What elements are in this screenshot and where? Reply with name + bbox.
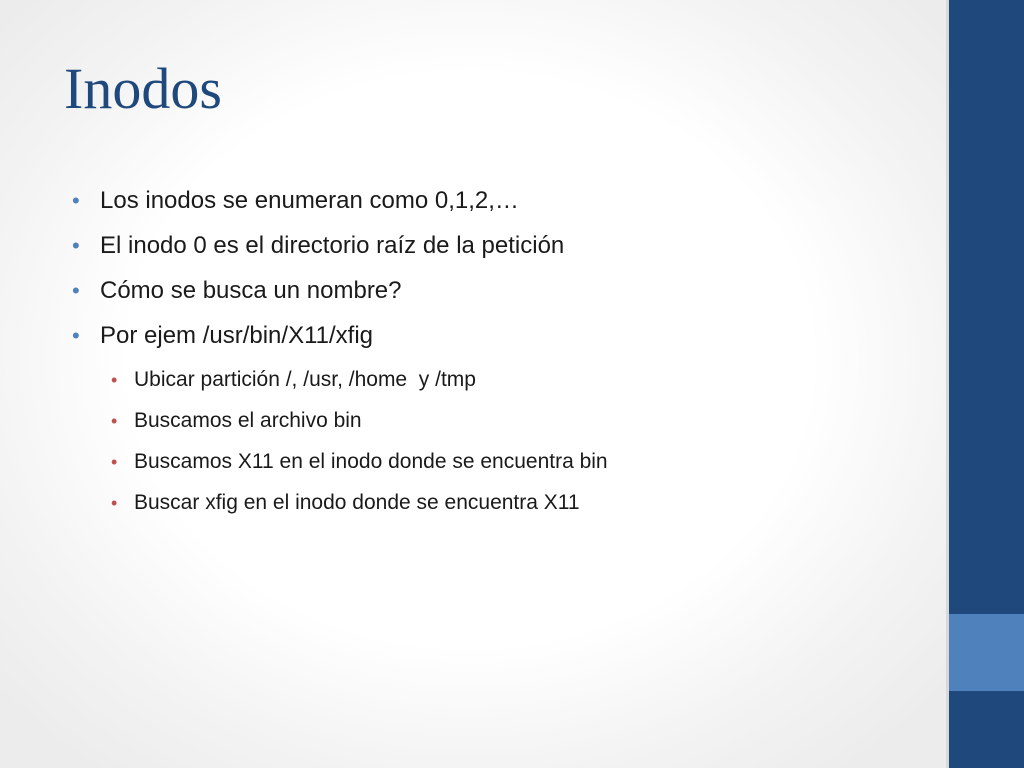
sub-bullet-dot-icon: • bbox=[111, 370, 118, 390]
bullet-dot-icon: • bbox=[72, 233, 80, 258]
bullet-dot-icon: • bbox=[72, 278, 80, 303]
side-band-decoration bbox=[946, 0, 1024, 768]
bullet-item bbox=[72, 321, 932, 366]
sub-bullet-text: Buscamos el archivo bin bbox=[134, 409, 362, 432]
bullet-item bbox=[72, 186, 932, 231]
sub-bullet-dot-icon: • bbox=[111, 411, 118, 431]
sub-bullet-text: Buscar xfig en el inodo donde se encuentra X11 bbox=[134, 491, 580, 514]
bullet-dot-icon: • bbox=[72, 323, 80, 348]
sub-bullet-dot-icon: • bbox=[111, 493, 118, 513]
side-band-accent bbox=[949, 614, 1024, 691]
bullet-text: Cómo se busca un nombre? bbox=[100, 277, 402, 304]
sub-bullet-item bbox=[72, 366, 932, 407]
sub-bullet-text: Buscamos X11 en el inodo donde se encuentra bin bbox=[134, 450, 608, 473]
sub-bullet-text: Ubicar partición /, /usr, /home y /tmp bbox=[134, 368, 476, 391]
sub-bullet-item bbox=[72, 448, 932, 489]
bullet-item bbox=[72, 276, 932, 321]
bullet-text: El inodo 0 es el directorio raíz de la petición bbox=[100, 232, 565, 259]
sub-bullet-item bbox=[72, 407, 932, 448]
bullet-item bbox=[72, 231, 932, 276]
bullet-dot-icon: • bbox=[72, 188, 80, 213]
bullet-list bbox=[72, 186, 932, 530]
bullet-text: Por ejem /usr/bin/X11/xfig bbox=[100, 322, 374, 349]
sub-bullet-item bbox=[72, 489, 932, 530]
sub-bullet-dot-icon: • bbox=[111, 452, 118, 472]
slide-title: Inodos bbox=[64, 56, 222, 121]
bullet-text: Los inodos se enumeran como 0,1,2,… bbox=[100, 187, 519, 214]
